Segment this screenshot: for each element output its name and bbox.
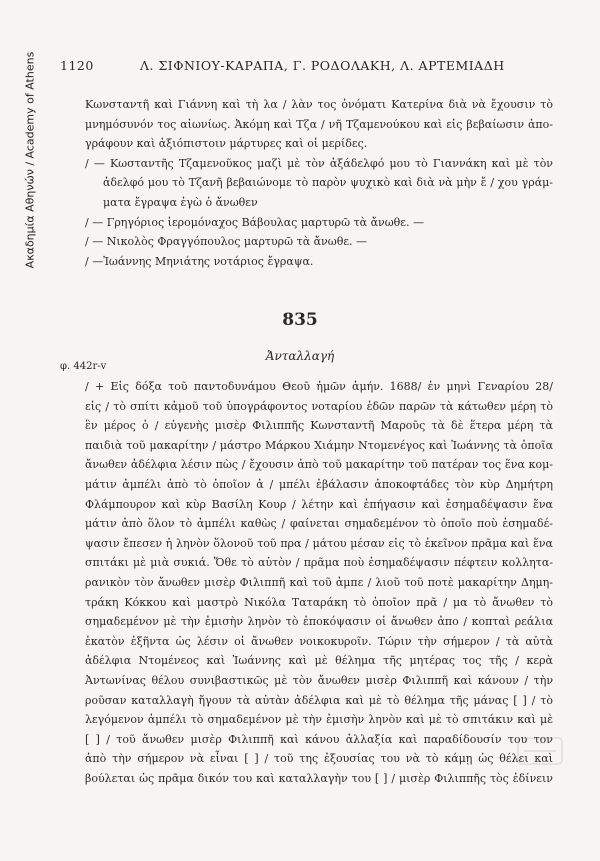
text-line: / —Ἰωάννης Μηνιάτης νοτάριος ἔγραψα. [85,254,314,268]
text-line: ἀδελφό μου τὸ Τζανῆ βεβαιώνομε τὸ παρὸν ψυχικὸ καὶ διὰ νὰ μὴν ἔ / χου γράμ- [103,176,553,190]
watermark-stamp-icon [516,736,564,766]
document-body-text [85,377,553,788]
text-line: / — Κωσταντῆς Τζαμενοῦκος μαζὶ μὲ τὸν ἀξάδελφό μου τὸ Γιαννάκη καὶ μὲ τὸν [85,156,553,170]
text-line: μάτιν ἀπὸ ὅλον τὸ ἀμπέλι καθὼς / φαίνεται σημαδεμένον τὸ ὁποῖο ποὺ ἐσημαδέ- [85,517,553,531]
archive-sidebar-text: Ακαδημία Αθηνών / Academy of Athens [23,51,37,269]
text-line: σημαδεμένον μὲ τὴν ἐμισὴν ληνὸν τὸ ἐποκόψασιν οἱ ἄνωθεν ἀπο / κοπταὶ ρεάλια [85,615,553,629]
header-authors: Λ. ΣΙΦΝΙΟΥ-ΚΑΡΑΠΑ, Γ. ΡΟΔΟΛΑΚΗ, Λ. ΑΡΤΕΜΙΑΔΗ [140,58,505,73]
text-line: / — Νικολὸς Φραγγόπουλος μαρτυρῶ τὰ ἄνωθε. — [85,235,368,249]
page-number: 1120 [60,58,94,73]
text-line: σπιτάκι μὲ μιὰ συκιά. Ὅθε τὸ αὐτὸν / πρᾶμα ποὺ ἐσημαδέψασιν πέφτειν κολλητα- [85,556,553,570]
text-line: ἓν μέρος ὁ / εὐγενὴς μισὲρ Φιλιππῆς Κωνσταντῆ Μαροῦς τὰ δὲ ἕτερα μέρη τὰ [85,419,553,433]
text-line: [ ] / τοῦ ἄνωθεν μισὲρ Φιλιππῆ καὶ κάνου ἀλλαξία καὶ παραδίδουσίν του τον [85,732,553,746]
text-line: εἰς / τὸ σπίτι κἀμοῦ τοῦ ὑπογράφοντος νοταρίου ἐδῶν παρῶν τὰ κάτωθεν μέρη τὸ [85,399,553,413]
text-line: γράφουν καὶ ἀξιόπιστοιν μάρτυρες καὶ οἱ μερίδες. [85,137,368,151]
text-line: Κωνσταντῆ καὶ Γιάννη καὶ τὴ λα / λὰν τος ὀνόματι Κατερίνα διὰ νὰ ἔχουσιν τὸ [85,98,553,111]
text-line: ρανικὸν τὸν ἄνωθεν μισὲρ Φιλιππῆ καὶ τοῦ ἀμπε / λιοῦ τοῦ ποτὲ μακαρίτην Δημη- [85,575,553,589]
text-line: τράκη Κόκκου καὶ μαστρὸ Νικόλα Ταταράκη τὸ ὁποῖον πρᾶ / μα τὸ ἄνωθεν τὸ [85,595,553,609]
text-line: ἀδέλφια Ντομένεος καὶ Ἰωάννης καὶ μὲ θέλημα τῆς μητέρας τος τῆς / κερὰ [85,654,553,668]
text-line: ἄνωθεν ἀδέλφια λέσιν πὼς / ἔχουσιν ἀπὸ τοῦ μακαρίτην τοῦ πατέραν τος ἕνα κομ- [85,458,553,472]
text-line: Ἀντωνίνας θέλου συνιβαστικῶς μὲ τὸν ἄνωθεν μισὲρ Φιλιππῆ καὶ κάνουν / τὴν [85,673,553,687]
text-line: Φλάμπουρον καὶ κὺρ Βασίλη Κουρ / λέτην καὶ ἐπήγασιν καὶ ἐσημαδέψασιν ἕνα [85,497,553,511]
text-line: ροῦσαν καταλλαγὴ ἤγουν τὰ αὐτὰν ἀδέλφια καὶ μὲ τὸ θέλημα τῆς μάνας [ ] / τὸ [85,693,553,707]
archive-sidebar-label [22,40,38,280]
text-line: ἀπὸ τὴν σήμερον νὰ εἶναι [ ] / τοῦ της ἐξουσίας του νὰ τὸ κάμῃ ὡς θέλει καὶ [85,752,553,766]
running-header [60,58,544,76]
text-line: μνημόσυνόν τος αἰωνίως. Ἀκόμη καὶ Τζα / νῆ Τζαμενούκου καὶ εἰς βεβαίωσιν ἀπο- [85,117,553,131]
text-line: / + Εἰς δόξα τοῦ παντοδυνάμου Θεοῦ ἡμῶν ἀμήν. 1688/ ἐν μηνὶ Γεναρίου 28/ [85,380,553,393]
text-line: ψασιν ἔπεσεν ἡ ληνὸν ὅλονοῦ τοῦ πρα / μάτου μέσαν εἰς τὸ ἐκεῖνον πρᾶμα καὶ ἕνα [85,536,553,550]
previous-document-text [85,95,553,271]
text-line: ἑκατὸν ἐξῆντα ὡς λέσιν οἱ ἄνωθεν νοικοκυροῖν. Τώριν τὴν σήμερον / τὰ αὐτὰ [85,634,553,648]
text-line: / — Γρηγόριος ἱερομόναχος Βάβουλας μαρτυρῶ τὰ ἄνωθε. — [85,215,424,229]
folio-reference: φ. 442r-v [60,361,107,372]
text-line: ματα ἔγραψα ἐγὼ ὁ ἄνωθεν [103,195,258,209]
document-number: 835 [282,310,318,330]
text-line: μάτιν ἀμπέλι ἀπὸ τὸ ὁποῖον ἀ / μπέλι ἐβάλασιν ἀποκοφτάδες τὸν κὺρ Δημήτρη [85,477,553,491]
text-line: λεγόμενον ἀμπέλι τὸ σημαδεμένον μὲ τὴν ἐμισὴν ληνὸν καὶ μὲ τὸ σπιτάκιν καὶ μὲ [85,713,553,727]
document-title: Ἀνταλλαγή [265,349,335,363]
text-line: βούλεται ὡς πρᾶμα δικόν του καὶ καταλλαγὴν του [ ] / μισὲρ Φιλιππῆς τὸς ἐδίνειν [85,771,553,785]
text-line: παιδιὰ τοῦ μακαρίτην / μάστρο Μάρκου Χιάμην Ντομενέγος καὶ Ἰωάννης τὰ ὁποῖα [85,438,553,452]
